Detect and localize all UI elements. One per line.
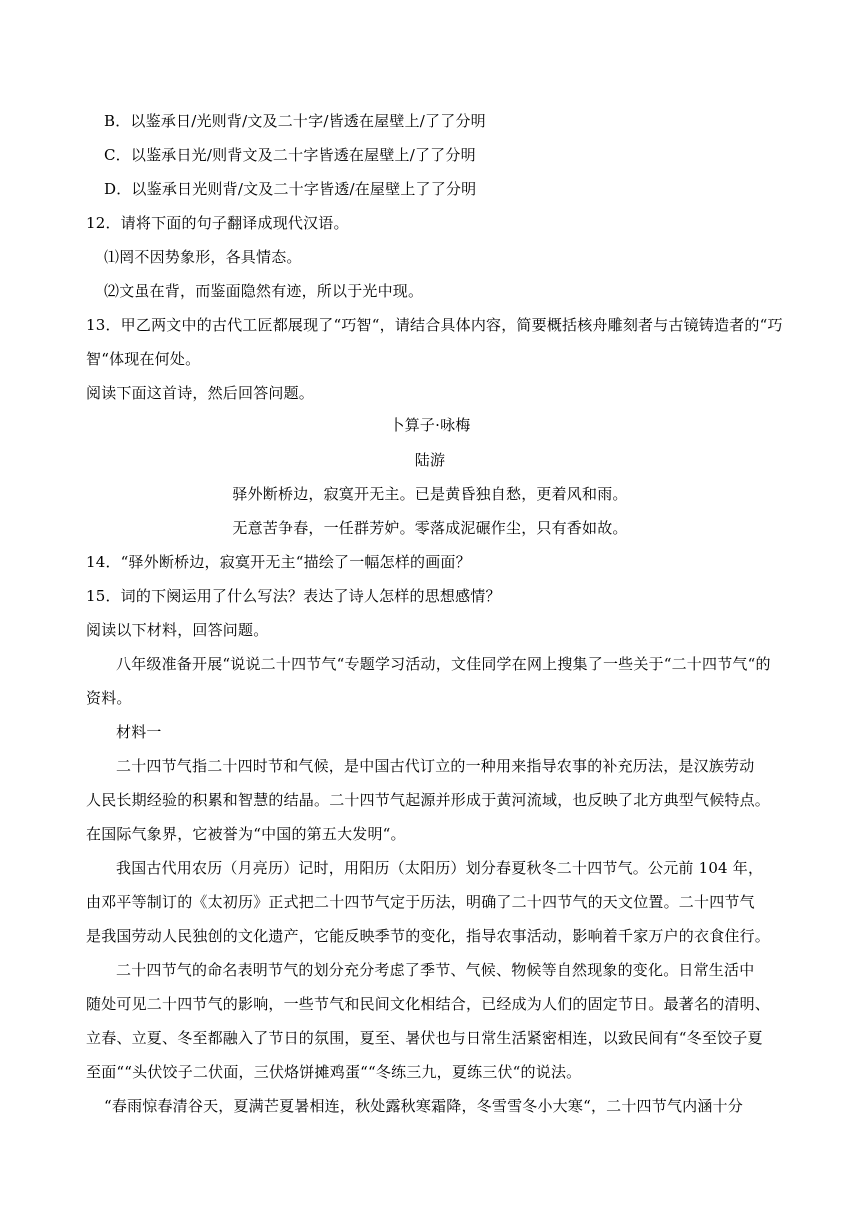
poem-author: 陆游 — [414, 451, 446, 469]
material-paragraph-1-line-1: 八年级准备开展“说说二十四节气“专题学习活动，文佳同学在网上搜集了一些关于“二十四节气“的 — [116, 655, 771, 673]
material-paragraph-4-line-3: 立春、立夏、冬至都融入了节日的氛围，夏至、暑伏也与日常生活紧密相连，以致民间有“冬至饺子夏 — [86, 1029, 763, 1047]
material-paragraph-3-line-3: 是我国劳动人民独创的文化遗产，它能反映季节的变化，指导农事活动，影响着千家万户的衣食住行。 — [86, 927, 771, 945]
material-paragraph-1-line-2: 资料。 — [86, 689, 132, 707]
material-instructions: 阅读以下材料，回答问题。 — [86, 621, 269, 639]
question-12-sentence-2: ⑵文虽在背，而鉴面隐然有迹，所以于光中现。 — [104, 282, 424, 300]
poem-instructions: 阅读下面这首诗，然后回答问题。 — [86, 384, 315, 402]
option-c: C．以鉴承日光/则背文及二十字皆透在屋壁上/了了分明 — [104, 146, 476, 164]
question-13-line-2: 智“体现在何处。 — [86, 350, 201, 368]
material-paragraph-4-line-4: 至面““头伏饺子二伏面，三伏烙饼摊鸡蛋““冬练三九，夏练三伏“的说法。 — [86, 1063, 582, 1081]
poem-title: 卜算子·咏梅 — [389, 416, 471, 434]
option-b: B．以鉴承日/光则背/文及二十字/皆透在屋壁上/了了分明 — [104, 112, 486, 130]
material-paragraph-2-line-2: 人民长期经验的积累和智慧的结晶。二十四节气起源并形成于黄河流域，也反映了北方典型气候特点。 — [86, 791, 771, 809]
material-heading: 材料一 — [116, 723, 162, 741]
material-paragraph-3-line-1: 我国古代用农历（月亮历）记时，用阳历（太阳历）划分春夏秋冬二十四节气。公元前 104 年， — [116, 859, 764, 877]
material-paragraph-3-line-2: 由邓平等制订的《太初历》正式把二十四节气定于历法，明确了二十四节气的天文位置。二十四节气 — [86, 893, 755, 911]
material-paragraph-5-line-1: “春雨惊春清谷天，夏满芒夏暑相连，秋处露秋寒霜降，冬雪雪冬小大寒“，二十四节气内涵十分 — [104, 1097, 743, 1115]
material-paragraph-2-line-1: 二十四节气指二十四时节和气候，是中国古代订立的一种用来指导农事的补充历法，是汉族劳动 — [116, 757, 755, 775]
question-12: 12．请将下面的句子翻译成现代汉语。 — [86, 214, 349, 232]
option-d: D．以鉴承日光则背/文及二十字皆透/在屋壁上了了分明 — [104, 180, 477, 198]
material-paragraph-4-line-1: 二十四节气的命名表明节气的划分充分考虑了季节、气候、物候等自然现象的变化。日常生活中 — [116, 961, 755, 979]
material-paragraph-4-line-2: 随处可见二十四节气的影响，一些节气和民间文化相结合，已经成为人们的固定节日。最著名的清明、 — [86, 995, 771, 1013]
question-13-line-1: 13．甲乙两文中的古代工匠都展现了“巧智“，请结合具体内容，简要概括核舟雕刻者与古镜铸造者的“巧 — [86, 316, 783, 334]
question-12-sentence-1: ⑴罔不因势象形，各具情态。 — [104, 248, 302, 266]
poem-line-2: 无意苦争春，一任群芳妒。零落成泥碾作尘，只有香如故。 — [232, 519, 628, 537]
question-14: 14．“驿外断桥边，寂寞开无主“描绘了一幅怎样的画面？ — [86, 553, 471, 571]
question-15: 15．词的下阕运用了什么写法？表达了诗人怎样的思想感情？ — [86, 587, 501, 605]
poem-line-1: 驿外断桥边，寂寞开无主。已是黄昏独自愁，更着风和雨。 — [232, 485, 628, 503]
material-paragraph-2-line-3: 在国际气象界，它被誉为“中国的第五大发明“。 — [86, 825, 406, 843]
